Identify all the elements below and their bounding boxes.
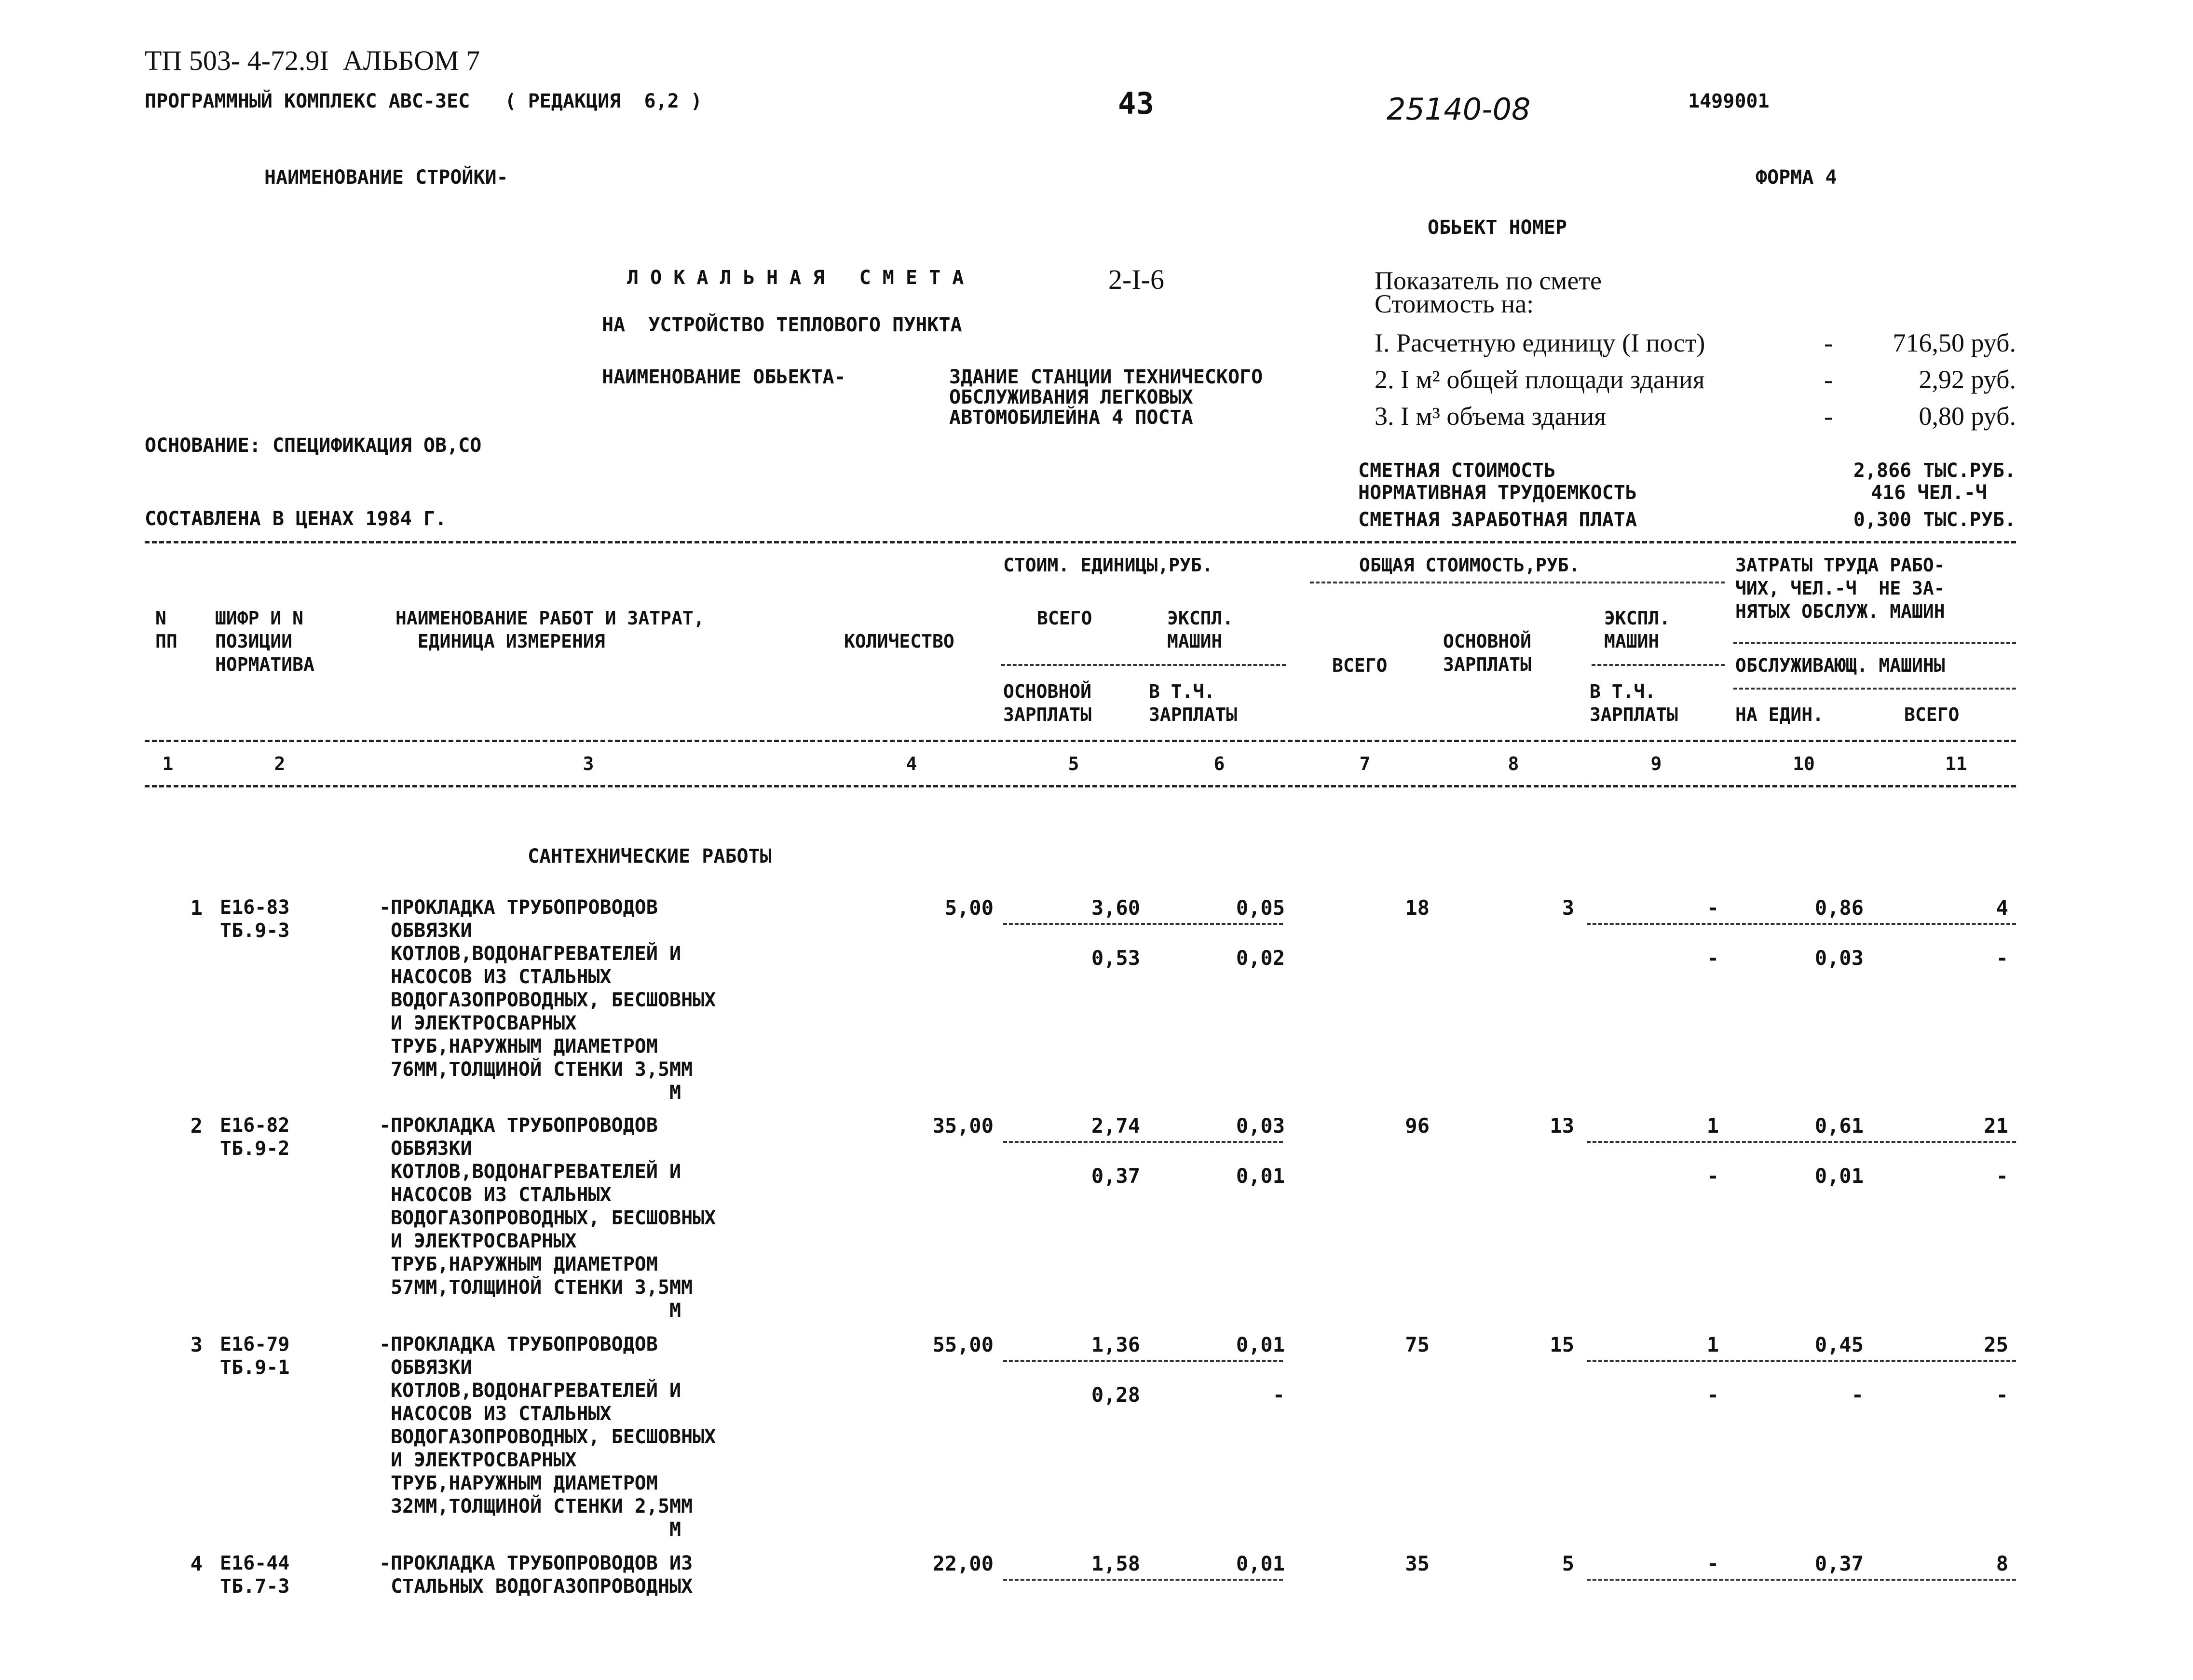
row-total-machines: - — [1706, 896, 1719, 920]
row-split-rule — [1587, 923, 2016, 925]
col-number: 7 — [1359, 753, 1371, 774]
row-labor-unit: 0,61 — [1814, 1114, 1864, 1138]
labor-split-rule-2 — [1733, 688, 2016, 690]
row-total-wages: 5 — [1562, 1552, 1574, 1575]
col-number: 6 — [1213, 753, 1225, 774]
row-total: 96 — [1405, 1114, 1430, 1138]
row-labor-unit: 0,45 — [1814, 1333, 1864, 1356]
row-machine-labor-total: - — [1996, 1383, 2008, 1407]
row-number: 2 — [190, 1114, 203, 1138]
row-total: 75 — [1405, 1333, 1430, 1356]
row-description: -ПРОКЛАДКА ТРУБОПРОВОДОВ ОБВЯЗКИ КОТЛОВ,ВОДОНАГРЕВАТЕЛЕЙ И НАСОСОВ ИЗ СТАЛЬНЫХ ВОДОГАЗОПРОВОДНЫХ, БЕСШОВНЫХ И ЭЛЕКТРОСВАРНЫХ ТРУБ,НАРУЖНЫМ ДИАМЕТРОМ 32ММ,ТОЛЩИНОЙ СТЕНКИ 2,5ММ М — [379, 1333, 716, 1541]
row-unit-machine-wages: 0,02 — [1236, 946, 1285, 970]
indicator-3-value: 0,80 руб. — [1919, 402, 2016, 431]
row-total-wages: 3 — [1562, 896, 1574, 920]
object-name-line-1: ЗДАНИЕ СТАНЦИИ ТЕХНИЧЕСКОГО — [949, 366, 1263, 388]
indicator-1-value: 716,50 руб. — [1893, 328, 2016, 357]
summary-wage-value: 0,300 ТЫС.РУБ. — [1853, 509, 2016, 531]
col-number: 8 — [1508, 753, 1519, 774]
estimate-number: 2-I-6 — [1108, 264, 1164, 295]
page-number: 43 — [1118, 86, 1154, 121]
row-split-rule — [1587, 1141, 2016, 1143]
estimate-purpose: НА УСТРОЙСТВО ТЕПЛОВОГО ПУНКТА — [602, 314, 962, 336]
labor-header: ЗАТРАТЫ ТРУДА РАБО- ЧИХ, ЧЕЛ.-Ч НЕ ЗА- НЯТЫХ ОБСЛУЖ. МАШИН — [1735, 555, 1945, 622]
row-unit-total: 1,36 — [1091, 1333, 1140, 1356]
construction-label: НАИМЕНОВАНИЕ СТРОЙКИ- — [264, 166, 508, 189]
indicator-1-sep: - — [1824, 328, 1833, 357]
section-title: САНТЕХНИЧЕСКИЕ РАБОТЫ — [528, 845, 772, 867]
total-cost-rule — [1310, 582, 1725, 583]
col-9-header-top: ЭКСПЛ. МАШИН — [1604, 608, 1671, 652]
row-machine-labor-unit: 0,01 — [1814, 1164, 1864, 1188]
col-7-header: ВСЕГО — [1332, 655, 1388, 676]
row-unit-wages: 0,53 — [1091, 946, 1140, 970]
basis-label: ОСНОВАНИЕ: СПЕЦИФИКАЦИЯ ОВ,СО — [145, 434, 482, 457]
row-labor-total: 21 — [1984, 1114, 2008, 1138]
col-number: 3 — [583, 753, 594, 774]
row-split-rule — [1003, 1360, 1283, 1362]
row-unit-total: 1,58 — [1091, 1552, 1140, 1575]
row-unit-machines: 0,03 — [1236, 1114, 1285, 1138]
indicator-3-sep: - — [1824, 402, 1833, 431]
row-quantity: 5,00 — [944, 896, 994, 920]
total-cost-header: ОБЩАЯ СТОИМОСТЬ,РУБ. — [1359, 555, 1580, 576]
row-description: -ПРОКЛАДКА ТРУБОПРОВОДОВ ИЗ СТАЛЬНЫХ ВОДОГАЗОПРОВОДНЫХ — [379, 1552, 693, 1598]
col-11-header: ВСЕГО — [1904, 704, 1960, 725]
row-number: 1 — [190, 896, 203, 920]
row-total: 35 — [1405, 1552, 1430, 1575]
col-6-header-bottom: В Т.Ч. ЗАРПЛАТЫ — [1149, 681, 1238, 725]
row-machine-labor-unit: 0,03 — [1814, 946, 1864, 970]
row-total-machines: - — [1706, 1552, 1719, 1575]
row-code: Е16-82 ТБ.9-2 — [220, 1114, 290, 1160]
row-unit-machine-wages: - — [1272, 1383, 1285, 1407]
row-unit-machines: 0,01 — [1236, 1333, 1285, 1356]
header-top-rule — [145, 541, 2016, 543]
row-labor-total: 8 — [1996, 1552, 2008, 1575]
row-quantity: 35,00 — [932, 1114, 994, 1138]
object-name-line-3: АВТОМОБИЛЕЙНА 4 ПОСТА — [949, 406, 1193, 429]
object-label: НАИМЕНОВАНИЕ ОБЬЕКТА- — [602, 366, 846, 388]
row-unit-machine-wages: 0,01 — [1236, 1164, 1285, 1188]
col-5-header-bottom: ОСНОВНОЙ ЗАРПЛАТЫ — [1003, 681, 1092, 725]
summary-labor-label: НОРМАТИВНАЯ ТРУДОЕМКОСТЬ — [1358, 482, 1637, 504]
album-label: ТП 503- 4-72.9I АЛЬБОМ 7 — [145, 45, 480, 76]
row-quantity: 22,00 — [932, 1552, 994, 1575]
row-unit-machines: 0,01 — [1236, 1552, 1285, 1575]
row-unit-machines: 0,05 — [1236, 896, 1285, 920]
indicators-subheading: Стоимость на: — [1375, 289, 1534, 318]
row-labor-unit: 0,86 — [1814, 896, 1864, 920]
labor-split-rule — [1733, 642, 2016, 644]
col-3-header: НАИМЕНОВАНИЕ РАБОТ И ЗАТРАТ, ЕДИНИЦА ИЗМЕРЕНИЯ — [395, 608, 705, 652]
row-total: 18 — [1405, 896, 1430, 920]
labor-subheader: ОБСЛУЖИВАЮЩ. МАШИНЫ — [1735, 655, 1945, 676]
row-total-machine-wages: - — [1706, 1383, 1719, 1407]
prices-label: СОСТАВЛЕНА В ЦЕНАХ 1984 Г. — [145, 508, 447, 530]
indicator-3-label: 3. I м³ объема здания — [1375, 402, 1607, 431]
col-9-split-rule — [1592, 664, 1725, 666]
col-8-header: ОСНОВНОЙ ЗАРПЛАТЫ — [1443, 631, 1532, 675]
col-6-header-top: ЭКСПЛ. МАШИН — [1167, 608, 1234, 652]
col-number: 1 — [162, 753, 174, 774]
object-number-label: ОБЬЕКТ НОМЕР — [1428, 217, 1567, 239]
document-code: 25140-08 — [1387, 92, 1531, 127]
row-labor-total: 4 — [1996, 896, 2008, 920]
indicator-2-value: 2,92 руб. — [1919, 365, 2016, 394]
unit-cost-header: СТОИМ. ЕДИНИЦЫ,РУБ. — [1003, 555, 1213, 576]
row-quantity: 55,00 — [932, 1333, 994, 1356]
row-number: 4 — [190, 1552, 203, 1575]
col-1-header: N ПП — [155, 608, 177, 652]
row-total-wages: 15 — [1550, 1333, 1574, 1356]
summary-cost-value: 2,866 ТЫС.РУБ. — [1853, 460, 2016, 482]
col-2-header: ШИФР И N ПОЗИЦИИ НОРМАТИВА — [215, 608, 314, 675]
col-number: 10 — [1793, 753, 1815, 774]
row-code: Е16-83 ТБ.9-3 — [220, 896, 290, 942]
summary-wage-label: СМЕТНАЯ ЗАРАБОТНАЯ ПЛАТА — [1358, 509, 1637, 531]
header-bottom-rule — [145, 740, 2016, 742]
indicator-2-sep: - — [1824, 365, 1833, 394]
col-4-header: КОЛИЧЕСТВО — [844, 631, 954, 652]
row-labor-total: 25 — [1984, 1333, 2008, 1356]
row-total-machine-wages: - — [1706, 946, 1719, 970]
row-machine-labor-total: - — [1996, 1164, 2008, 1188]
col-number: 9 — [1650, 753, 1662, 774]
row-number: 3 — [190, 1333, 203, 1356]
row-split-rule — [1587, 1579, 2016, 1581]
col-5-header-top: ВСЕГО — [1037, 608, 1092, 629]
col-9-header-bottom: В Т.Ч. ЗАРПЛАТЫ — [1590, 681, 1678, 725]
row-total-wages: 13 — [1550, 1114, 1574, 1138]
col-number: 2 — [274, 753, 286, 774]
row-description: -ПРОКЛАДКА ТРУБОПРОВОДОВ ОБВЯЗКИ КОТЛОВ,ВОДОНАГРЕВАТЕЛЕЙ И НАСОСОВ ИЗ СТАЛЬНЫХ ВОДОГАЗОПРОВОДНЫХ, БЕСШОВНЫХ И ЭЛЕКТРОСВАРНЫХ ТРУБ,НАРУЖНЫМ ДИАМЕТРОМ 76ММ,ТОЛЩИНОЙ СТЕНКИ 3,5ММ М — [379, 896, 716, 1104]
row-split-rule — [1003, 923, 1283, 925]
unit-cost-split-rule — [1001, 664, 1286, 666]
row-code: Е16-79 ТБ.9-1 — [220, 1333, 290, 1379]
row-split-rule — [1003, 1579, 1283, 1581]
estimate-title: Л О К А Л Ь Н А Я С М Е Т А — [627, 267, 964, 289]
row-unit-total: 3,60 — [1091, 896, 1140, 920]
indicator-2-label: 2. I м² общей площади здания — [1375, 365, 1705, 394]
numbers-bottom-rule — [145, 785, 2016, 787]
row-unit-wages: 0,37 — [1091, 1164, 1140, 1188]
summary-labor-value: 416 ЧЕЛ.-Ч — [1871, 482, 1987, 504]
object-name-line-2: ОБСЛУЖИВАНИЯ ЛЕГКОВЫХ — [949, 386, 1193, 408]
indicators-heading: Показатель по смете — [1375, 266, 1602, 295]
row-split-rule — [1003, 1141, 1283, 1143]
col-number: 4 — [906, 753, 917, 774]
row-code: Е16-44 ТБ.7-3 — [220, 1552, 290, 1598]
col-number: 11 — [1945, 753, 1967, 774]
indicator-1-label: I. Расчетную единицу (I пост) — [1375, 328, 1705, 357]
row-unit-total: 2,74 — [1091, 1114, 1140, 1138]
form-label: ФОРМА 4 — [1756, 166, 1837, 189]
row-total-machines: 1 — [1706, 1114, 1719, 1138]
col-number: 5 — [1068, 753, 1079, 774]
row-description: -ПРОКЛАДКА ТРУБОПРОВОДОВ ОБВЯЗКИ КОТЛОВ,ВОДОНАГРЕВАТЕЛЕЙ И НАСОСОВ ИЗ СТАЛЬНЫХ ВОДОГАЗОПРОВОДНЫХ, БЕСШОВНЫХ И ЭЛЕКТРОСВАРНЫХ ТРУБ,НАРУЖНЫМ ДИАМЕТРОМ 57ММ,ТОЛЩИНОЙ СТЕНКИ 3,5ММ М — [379, 1114, 716, 1322]
row-labor-unit: 0,37 — [1814, 1552, 1864, 1575]
document-number: 1499001 — [1688, 90, 1770, 112]
col-10-header: НА ЕДИН. — [1735, 704, 1824, 725]
row-machine-labor-unit: - — [1851, 1383, 1864, 1407]
row-total-machine-wages: - — [1706, 1164, 1719, 1188]
row-total-machines: 1 — [1706, 1333, 1719, 1356]
row-unit-wages: 0,28 — [1091, 1383, 1140, 1407]
summary-cost-label: СМЕТНАЯ СТОИМОСТЬ — [1358, 460, 1556, 482]
row-split-rule — [1587, 1360, 2016, 1362]
program-label: ПРОГРАММНЫЙ КОМПЛЕКС АВС-3ЕС ( РЕДАКЦИЯ 6,2 ) — [145, 90, 702, 112]
row-machine-labor-total: - — [1996, 946, 2008, 970]
